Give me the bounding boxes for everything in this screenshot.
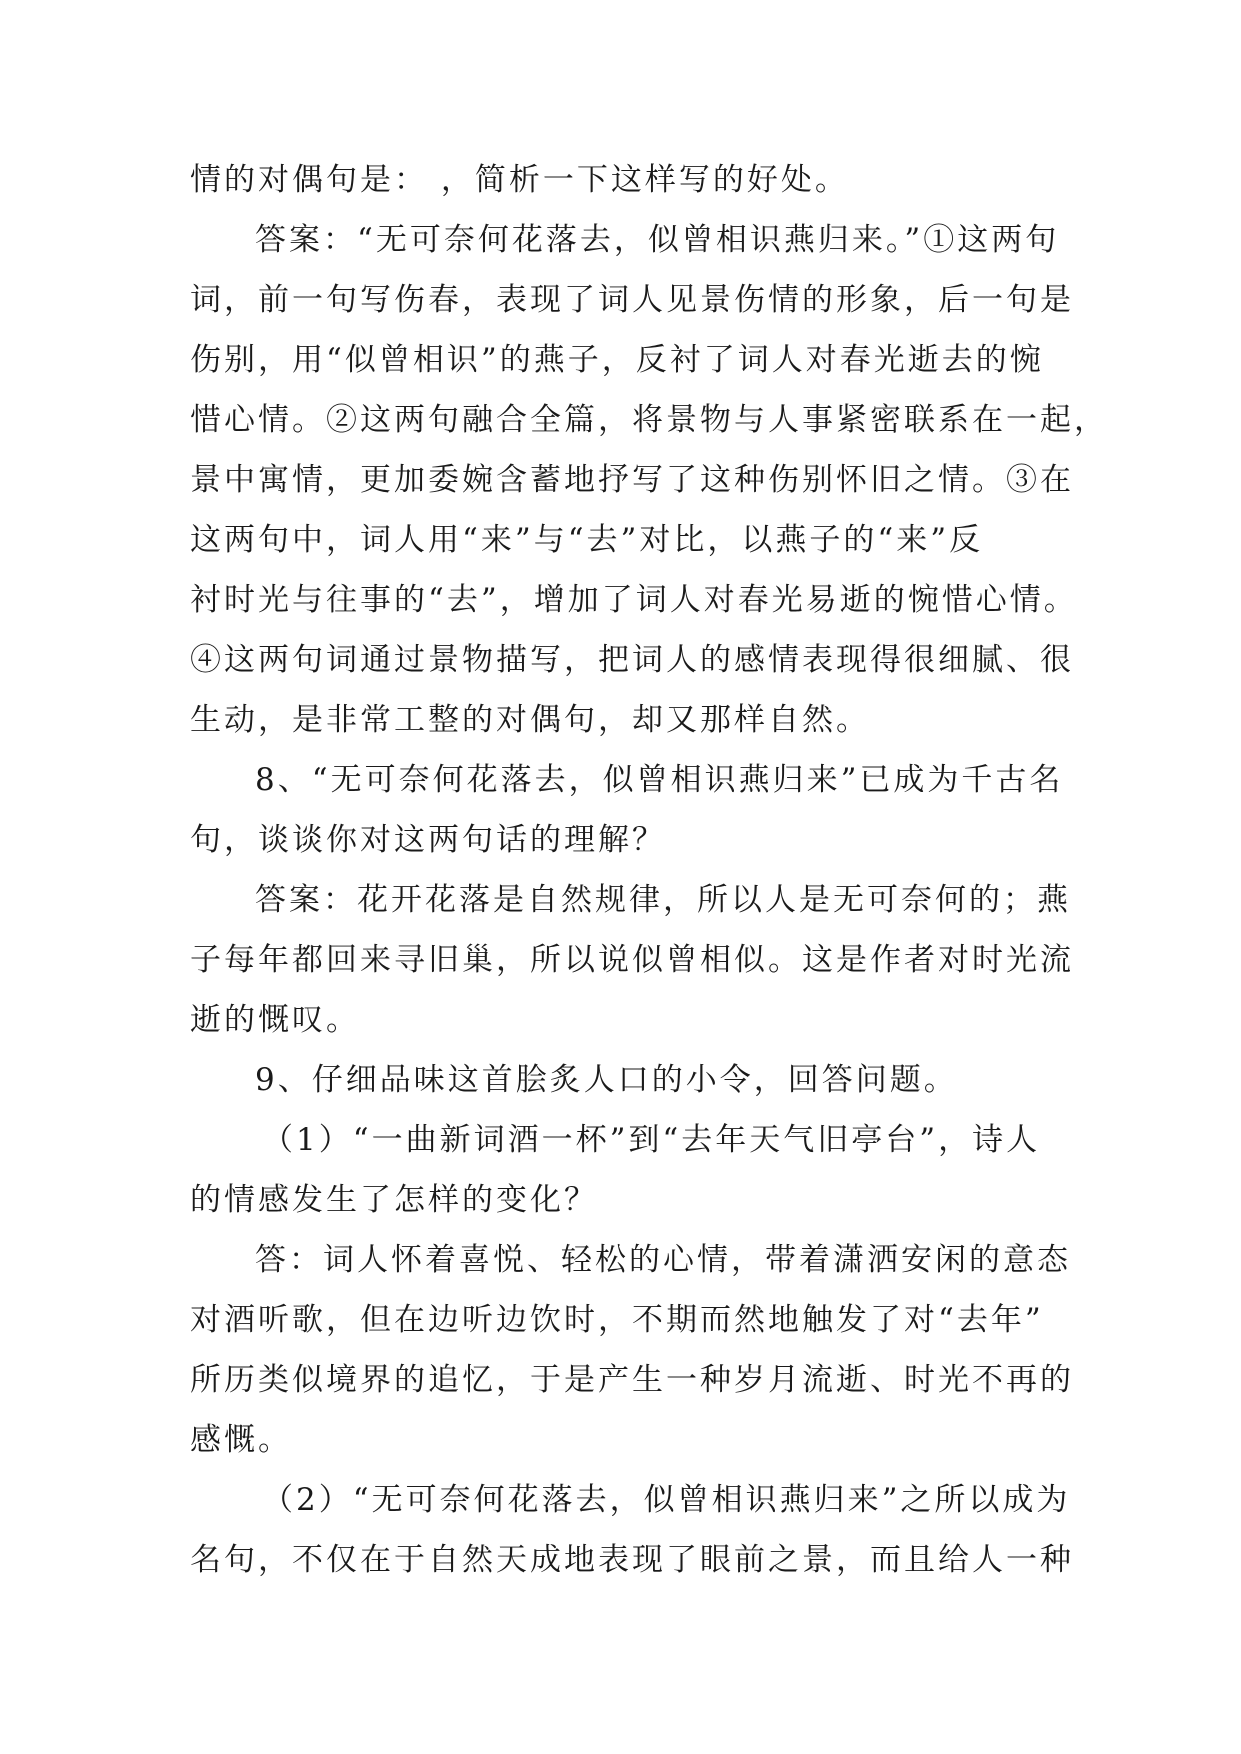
text-line: 名句，不仅在于自然天成地表现了眼前之景，而且给人一种 [190,1542,1074,1578]
subquestion-1: （1）“一曲新词酒一杯”到“去年天气旧亭台”，诗人 [262,1122,1041,1158]
text-line: 的情感发生了怎样的变化？ [190,1182,598,1218]
text-line: 感慨。 [190,1422,292,1458]
text-line: 词，前一句写伤春，表现了词人见景伤情的形象，后一句是 [190,282,1074,318]
text-line: 答案：“无可奈何花落去，似曾相识燕归来。”①这两句 [255,222,1060,258]
text-line: 生动，是非常工整的对偶句，却又那样自然。 [190,702,870,738]
text-line: 所历类似境界的追忆，于是产生一种岁月流逝、时光不再的 [190,1362,1074,1398]
text-line: 伤别，用“似曾相识”的燕子，反衬了词人对春光逝去的惋 [190,342,1044,378]
answer-8: 答案：花开花落是自然规律，所以人是无可奈何的；燕 [255,882,1071,918]
question-8: 8、“无可奈何花落去，似曾相识燕归来”已成为千古名 [255,762,1064,798]
text-line: 对酒听歌，但在边听边饮时，不期而然地触发了对“去年” [190,1302,1044,1338]
text-line: 景中寓情，更加委婉含蓄地抒写了这种伤别怀旧之情。③在 [190,462,1074,498]
question-9: 9、仔细品味这首脍炙人口的小令，回答问题。 [255,1062,958,1098]
subquestion-2: （2）“无可奈何花落去，似曾相识燕归来”之所以成为 [262,1482,1071,1518]
text-line: 逝的慨叹。 [190,1002,360,1038]
answer-9-1: 答：词人怀着喜悦、轻松的心情，带着潇洒安闲的意态 [255,1242,1071,1278]
text-line: ④这两句词通过景物描写，把词人的感情表现得很细腻、很 [190,642,1074,678]
text-line: 情的对偶句是： ，简析一下这样写的好处。 [190,162,849,198]
text-line: 衬时光与往事的“去”，增加了词人对春光易逝的惋惜心情。 [190,582,1078,618]
text-line: 子每年都回来寻旧巢，所以说似曾相似。这是作者对时光流 [190,942,1074,978]
text-line: 这两句中，词人用“来”与“去”对比，以燕子的“来”反 [190,522,984,558]
text-line: 惜心情。②这两句融合全篇，将景物与人事紧密联系在一起， [190,402,1108,438]
text-line: 句，谈谈你对这两句话的理解？ [190,822,666,858]
